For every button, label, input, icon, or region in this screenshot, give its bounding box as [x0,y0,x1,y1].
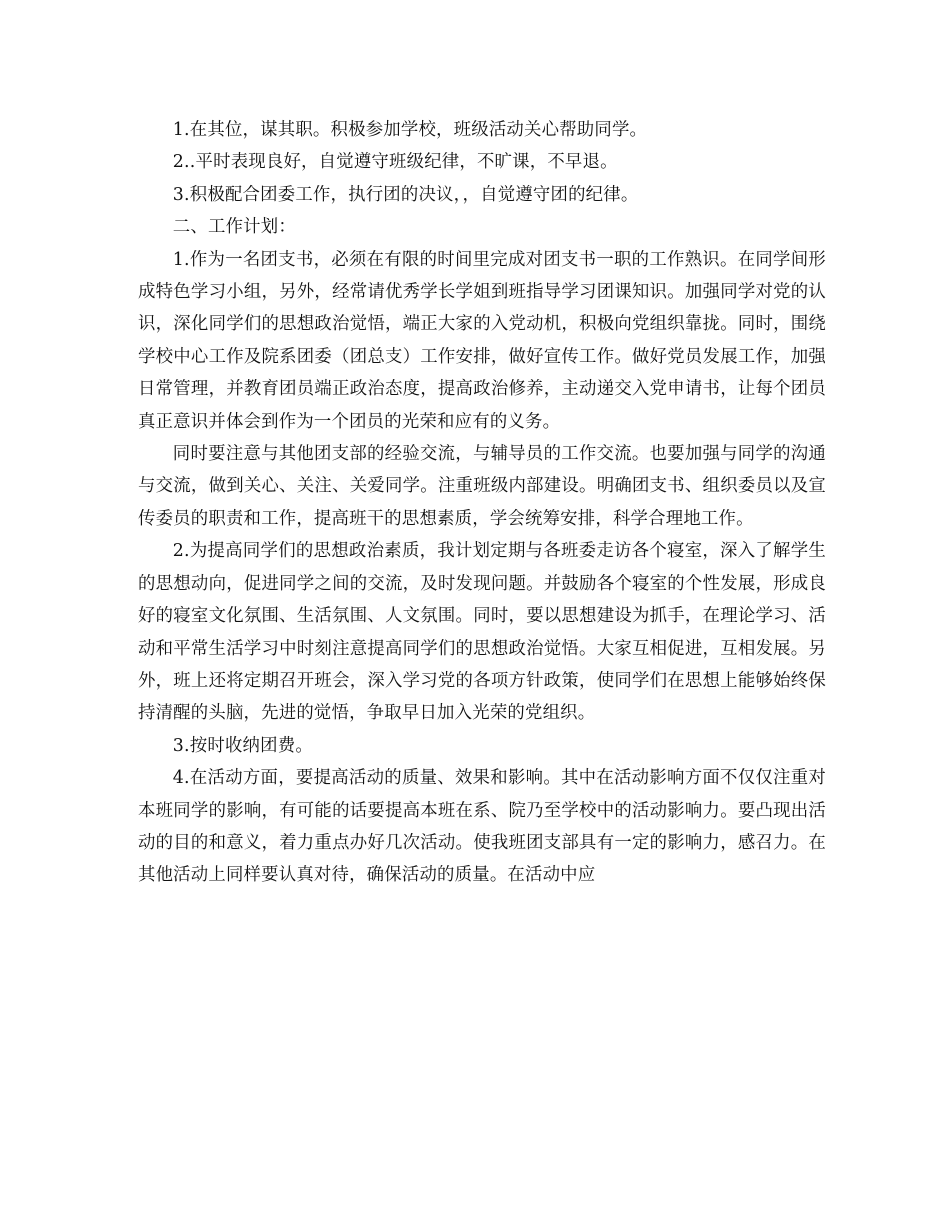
paragraph-plan-4: 4.在活动方面，要提高活动的质量、效果和影响。其中在活动影响方面不仅仅注重对本班同学的影响，有可能的话要提高本班在系、院乃至学校中的活动影响力。要凸现出活动的目的和意义，着力重点办好几次活动。使我班团支部具有一定的影响力，感召力。在其他活动上同样要认真对待，确保活动的质量。在活动中应 [138,768,826,886]
section-heading-work-plan: 二、工作计划： [172,217,296,238]
paragraph-duty-3: 3.积极配合团委工作，执行团的决议，，自觉遵守团的纪律。 [172,184,639,205]
paragraph-duty-2: 2..平时表现良好，自觉遵守班级纪律，不旷课，不早退。 [172,152,618,173]
paragraph-duty-1: 1.在其位，谋其职。积极参加学校，班级活动关心帮助同学。 [172,120,648,140]
document-body [138,114,826,892]
paragraph-plan-1-continued: 同时要注意与其他团支部的经验交流，与辅导员的工作交流。也要加强与同学的沟通与交流，做到关心、关注、关爱同学。注重班级内部建设。明确团支书、组织委员以及宣传委员的职责和工作，提高班干的思想素质，学会统筹安排，科学合理地工作。 [138,444,826,529]
paragraph-plan-3: 3.按时收纳团费。 [172,735,313,756]
paragraph-plan-1: 1.作为一名团支书，必须在有限的时间里完成对团支书一职的工作熟识。在同学间形成特色学习小组，另外，经常请优秀学长学姐到班指导学习团课知识。加强同学对党的认识，深化同学们的思想政治觉悟，端正大家的入党动机，积极向党组织靠拢。同时，围绕学校中心工作及院系团委（团总支）工作安排，做好宣传工作。做好党员发展工作，加强日常管理，并教育团员端正政治态度，提高政治修养，主动递交入党申请书，让每个团员真正意识并体会到作为一个团员的光荣和应有的义务。 [138,249,826,432]
paragraph-plan-2: 2.为提高同学们的思想政治素质，我计划定期与各班委走访各个寝室，深入了解学生的思想动向，促进同学之间的交流，及时发现问题。并鼓励各个寝室的个性发展，形成良好的寝室文化氛围、生活氛围、人文氛围。同时，要以思想建设为抓手，在理论学习、活动和平常生活学习中时刻注意提高同学们的思想政治觉悟。大家互相促进，互相发展。另外，班上还将定期召开班会，深入学习党的各项方针政策，使同学们在思想上能够始终保持清醒的头脑，先进的觉悟，争取早日加入光荣的党组织。 [138,541,826,724]
